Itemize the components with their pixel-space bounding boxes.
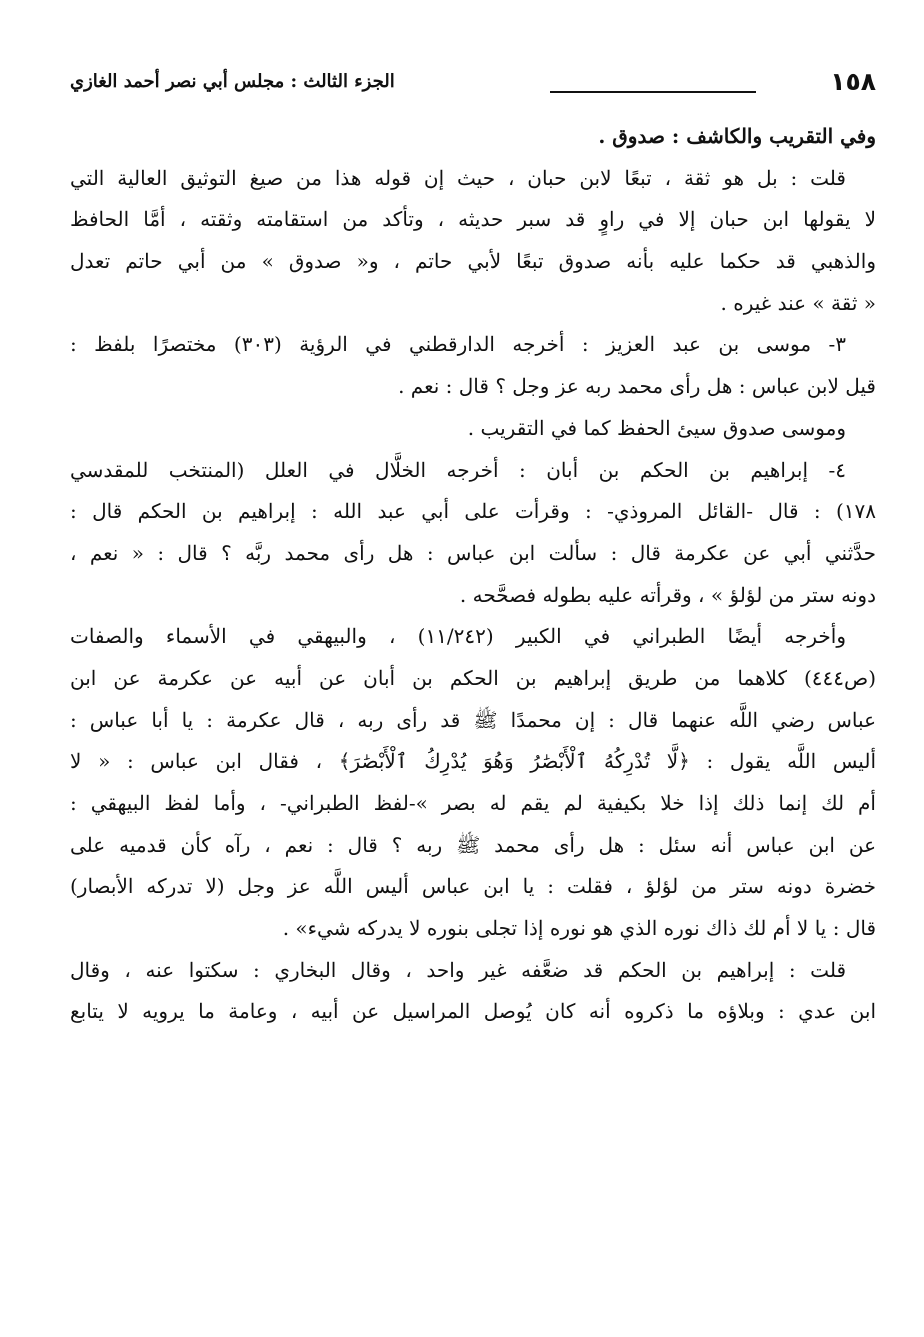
page-number: ١٥٨ [830, 67, 876, 96]
text-line: (ص٤٤٤) كلاهما من طريق إبراهيم بن الحكم بن أبان عن أبيه عن عكرمة عن ابن [70, 665, 876, 690]
running-title: الجزء الثالث : مجلس أبي نصر أحمد الغازي [70, 71, 395, 92]
text-line: وأخرجه أيضًا الطبراني في الكبير (١١/٢٤٢) ، والبيهقي في الأسماء والصفات [70, 624, 846, 649]
text-line: أم لك إنما ذلك إذا خلا بكيفية لم يقم له بصر »-لفظ الطبراني- ، وأما لفظ البيهقي : [70, 791, 876, 815]
text-line: قلت : بل هو ثقة ، تبعًا لابن حبان ، حيث إن قوله هذا من صيغ التوثيق العالية التي [70, 165, 846, 190]
text-line: عباس رضي اللَّه عنهما قال : إن محمدًا ﷺ قد رأى ربه ، قال عكرمة : يا أبا عباس : [70, 707, 876, 732]
body-text [70, 116, 876, 1033]
text-line: ٣- موسى بن عبد العزيز : أخرجه الدارقطني في الرؤية (٣٠٣) مختصرًا بلفظ : [70, 332, 846, 357]
text-line: ٤- إبراهيم بن الحكم بن أبان : أخرجه الخلَّال في العلل (المنتخب للمقدسي [70, 457, 846, 482]
text-line: « ثقة » عند غيره . [720, 290, 876, 315]
text-line: عن ابن عباس أنه سئل : هل رأى محمد ﷺ ربه ؟ قال : نعم ، رآه كأن قدميه على [70, 832, 876, 857]
text-line: لا يقولها ابن حبان إلا في راوٍ قد سبر حديثه ، وتأكد من استقامته وثقته ، أمَّا الحافظ [70, 207, 876, 232]
text-line: أليس اللَّه يقول : ﴿لَّا تُدْرِكُهُ ٱلْأَبْصَٰرُ وَهُوَ يُدْرِكُ ٱلْأَبْصَٰرَ﴾ ، فقال ابن عباس : « لا [70, 749, 876, 774]
page-header [70, 62, 876, 108]
text-line: قال : يا لا أم لك ذاك نوره الذي هو نوره إذا تجلى بنوره لا يدركه شيء» . [282, 916, 876, 941]
text-line: قيل لابن عباس : هل رأى محمد ربه عز وجل ؟ قال : نعم . [398, 374, 876, 399]
text-line: خضرة دونه ستر من لؤلؤ ، فقلت : يا ابن عباس أليس اللَّه عز وجل (لا تدركه الأبصار) [70, 874, 876, 899]
text-line: وفي التقريب والكاشف : صدوق . [598, 124, 876, 148]
header-rule [550, 91, 756, 93]
text-line: ابن عدي : وبلاؤه ما ذكروه أنه كان يُوصل المراسيل عن أبيه ، وعامة ما يرويه لا يتابع [70, 999, 876, 1024]
text-line: ١٧٨) : قال -القائل المروذي- : وقرأت على أبي عبد الله : إبراهيم بن الحكم قال : [70, 499, 876, 524]
text-line: حدَّثني أبي عن عكرمة قال : سألت ابن عباس : هل رأى محمد ربَّه ؟ قال : « نعم ، [70, 540, 876, 565]
text-line: والذهبي قد حكما عليه بأنه صدوق تبعًا لأبي حاتم ، و« صدوق » من أبي حاتم تعدل [70, 249, 876, 274]
text-line: قلت : إبراهيم بن الحكم قد ضعَّفه غير واحد ، وقال البخاري : سكتوا عنه ، وقال [70, 957, 846, 982]
text-line: دونه ستر من لؤلؤ » ، وقرأته عليه بطوله فصحَّحه . [459, 582, 876, 607]
text-line: وموسى صدوق سيئ الحفظ كما في التقريب . [467, 415, 846, 440]
